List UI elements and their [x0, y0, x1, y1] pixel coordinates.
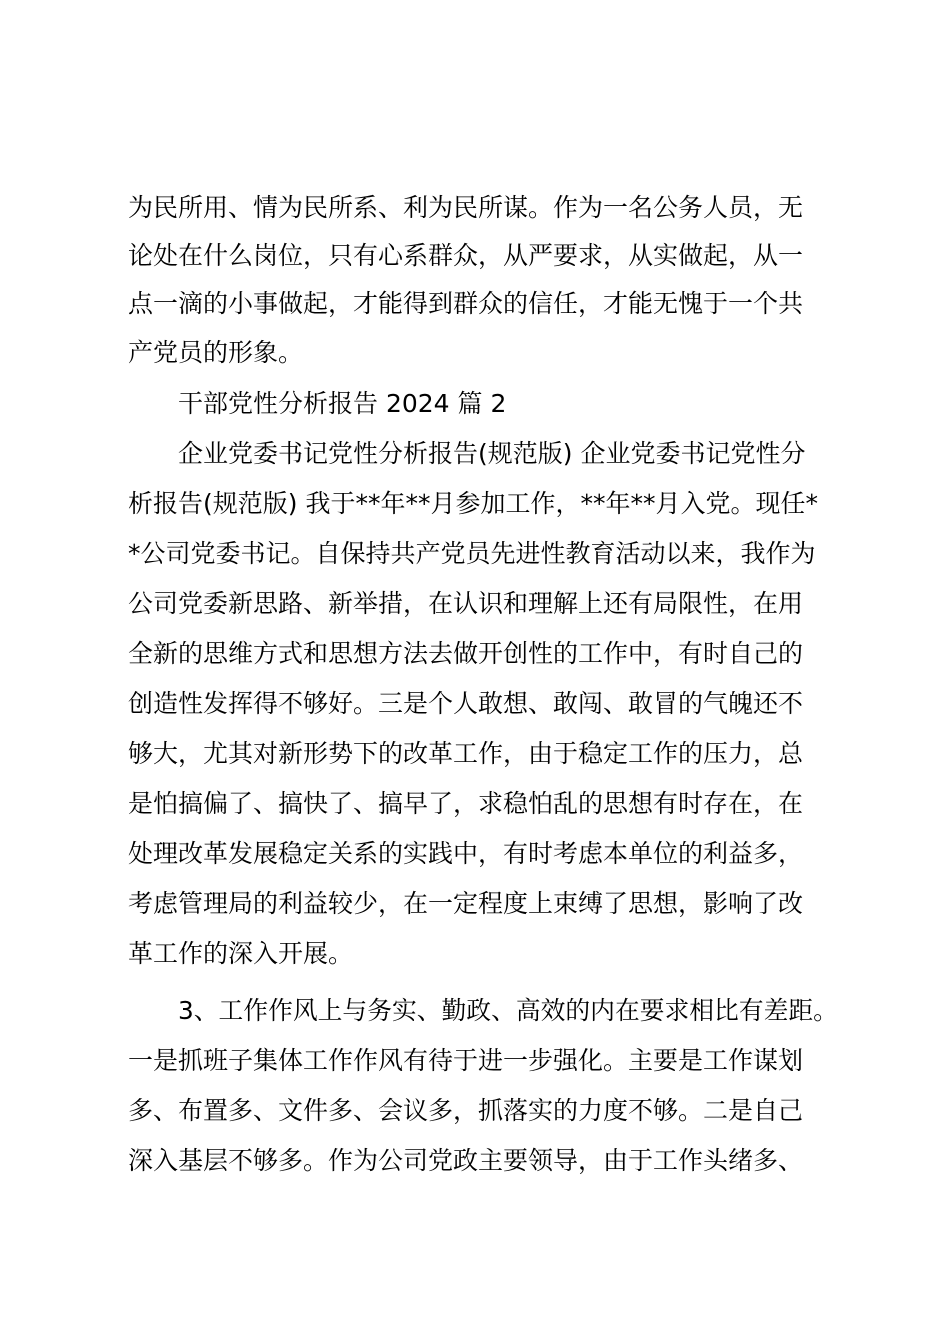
text-line: *公司党委书记。自保持共产党员先进性教育活动以来，我作为 [128, 539, 816, 568]
text-line: 是怕搞偏了、搞快了、搞早了，求稳怕乱的思想有时存在，在 [128, 789, 804, 818]
text-line: 深入基层不够多。作为公司党政主要领导，由于工作头绪多、 [128, 1146, 804, 1175]
text-line: 3、工作作风上与务实、勤政、高效的内在要求相比有差距。 [178, 996, 838, 1025]
text-line: 点一滴的小事做起，才能得到群众的信任，才能无愧于一个共 [128, 289, 804, 318]
text-line: 革工作的深入开展。 [128, 939, 354, 968]
section-heading: 干部党性分析报告 2024 篇 2 [178, 389, 507, 418]
text-line: 论处在什么岗位，只有心系群众，从严要求，从实做起，从一 [128, 241, 804, 270]
text-line: 企业党委书记党性分析报告(规范版) 企业党委书记党性分 [178, 439, 806, 468]
text-line: 全新的思维方式和思想方法去做开创性的工作中，有时自己的 [128, 639, 804, 668]
text-line: 创造性发挥得不够好。三是个人敢想、敢闯、敢冒的气魄还不 [128, 689, 804, 718]
text-line: 处理改革发展稳定关系的实践中，有时考虑本单位的利益多， [128, 839, 804, 868]
text-line: 多、布置多、文件多、会议多，抓落实的力度不够。二是自己 [128, 1096, 804, 1125]
text-line: 为民所用、情为民所系、利为民所谋。作为一名公务人员，无 [128, 193, 804, 222]
text-line: 考虑管理局的利益较少，在一定程度上束缚了思想，影响了改 [128, 889, 804, 918]
text-line: 公司党委新思路、新举措，在认识和理解上还有局限性，在用 [128, 589, 804, 618]
text-line: 析报告(规范版) 我于**年**月参加工作，**年**月入党。现任* [128, 489, 818, 518]
text-line: 产党员的形象。 [128, 338, 304, 367]
text-line: 够大，尤其对新形势下的改革工作，由于稳定工作的压力，总 [128, 739, 804, 768]
text-line: 一是抓班子集体工作作风有待于进一步强化。主要是工作谋划 [128, 1046, 804, 1075]
